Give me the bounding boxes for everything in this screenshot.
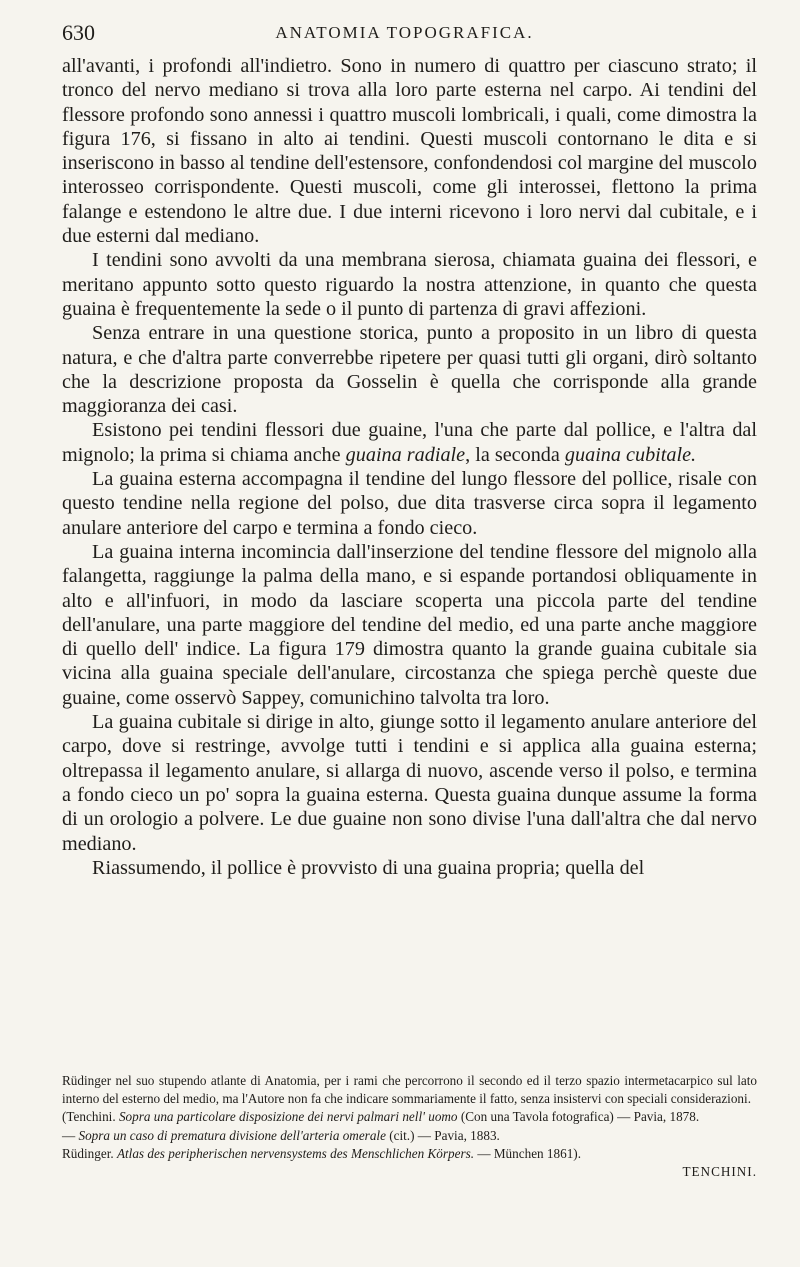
footnote-1: Rüdinger nel suo stupendo atlante di Anatomia, per i rami che percorrono il secondo ed il terzo spazio intermetacarpico sul lato interno del esterno del medio, ma l'Autore non fa che indicare sommariamente il fatto, senza insistervi con speciali considerazioni. xyxy=(62,1073,757,1107)
footnote-4 xyxy=(62,1145,757,1163)
paragraph-1: all'avanti, i profondi all'indietro. Sono in numero di quattro per ciascuno strato; il tronco del nervo mediano si trova alla loro parte esterna nel carpo. Ai tendini del flessore profondo sono annessi i quattro muscoli lombricali, i quali, come dimostra la figura 176, si fissano in alto ai tendini. Questi muscoli contornano le dita e si inseriscono in basso al tendine dell'estensore, confondendosi col margine del muscolo interosseo corrispondente. Questi muscoli, come gli interossei, flettono la prima falange e estendono le altre due. I due interni ricevono i loro nervi dal cubitale, e i due esterni dal mediano. xyxy=(62,55,757,248)
paragraph-2: I tendini sono avvolti da una membrana sierosa, chiamata guaina dei flessori, e meritano appunto sotto questo riguardo la nostra attenzione, in quanto che questa guaina è frequentemente la sede o il punto di partenza di gravi affezioni. xyxy=(62,249,757,320)
paragraph-4-text-b: , la seconda xyxy=(465,443,560,466)
footnotes xyxy=(62,1072,757,1181)
page-number: 630 xyxy=(62,20,95,45)
footnote-2 xyxy=(62,1108,757,1126)
footnote-2-details: (Con una Tavola fotografica) — Pavia, 1878. xyxy=(460,1109,700,1125)
footnote-3-dash: — xyxy=(62,1127,76,1143)
paragraph-4 xyxy=(62,418,757,467)
footnote-4-author: Rüdinger. xyxy=(62,1145,114,1161)
paragraph-7: La guaina cubitale si dirige in alto, giunge sotto il legamento anulare anteriore del carpo, dove si restringe, avvolge tutti i tendini e si applica alla guaina esterna; oltrepassa il legamento anulare, si allarga di nuovo, ascende verso il polso, e termina a fondo cieco un po' sopra la guaina esterna. Questa guaina dunque assume la forma di un orologio a polvere. Le due guaine non sono divise l'una dall'altra che dal nervo mediano. xyxy=(62,711,757,855)
footnote-3-details: (cit.) — Pavia, 1883. xyxy=(389,1127,500,1143)
term-guaina-radiale: guaina radiale xyxy=(345,443,466,466)
page-header xyxy=(52,20,757,46)
paragraph-6: La guaina interna incomincia dall'inserzione del tendine flessore del mignolo alla falangetta, raggiunge la palma della mano, e si espande portandosi obliquamente in alto e all'infuori, in modo da lasciare scoperta una piccola parte del tendine dell'anulare, una parte maggiore del tendine del medio, ed una parte anche maggiore di quello dell' indice. La figura 179 dimostra quanto la grande guaina cubitale sia vicina alla guaina speciale dell'anulare, circostanza che spiega perchè queste due guaine, come osservò Sappey, comunichino talvolta tra loro. xyxy=(62,540,757,709)
footnote-4-details: — München 1861). xyxy=(477,1145,581,1161)
footnote-4-title: Atlas des peripherischen nervensystems des Menschlichen Körpers. xyxy=(116,1145,475,1161)
term-guaina-cubitale: guaina cubitale. xyxy=(564,443,697,466)
author-signature: TENCHINI. xyxy=(682,1164,757,1180)
paragraph-5: La guaina esterna accompagna il tendine del lungo flessore del pollice, risale con questo tendine nella regione del polso, due dita trasverse circa sopra il legamento anulare anteriore del carpo e termina a fondo cieco. xyxy=(62,468,757,539)
footnote-3 xyxy=(62,1127,757,1145)
paragraph-8: Riassumendo, il pollice è provvisto di una guaina propria; quella del xyxy=(92,856,645,879)
running-title: ANATOMIA TOPOGRAFICA. xyxy=(275,23,534,42)
footnote-2-title: Sopra una particolare disposizione dei nervi palmari nell' uomo xyxy=(118,1109,458,1125)
footnote-2-author: (Tenchini. xyxy=(62,1109,116,1125)
body-text xyxy=(62,54,757,880)
footnote-3-title: Sopra un caso di prematura divisione dell'arteria omerale xyxy=(78,1127,386,1143)
paragraph-3: Senza entrare in una questione storica, punto a proposito in un libro di questa natura, e che d'altra parte converrebbe ripetere per quasi tutti gli organi, dirò soltanto che la descrizione proposta da Gosselin è quella che corrisponde alla grande maggioranza dei casi. xyxy=(62,322,757,418)
paragraph-4-text-a: Esistono pei tendini flessori due guaine, l'una che parte dal pollice, e l'altra dal mignolo; la prima si chiama anche xyxy=(62,419,757,466)
